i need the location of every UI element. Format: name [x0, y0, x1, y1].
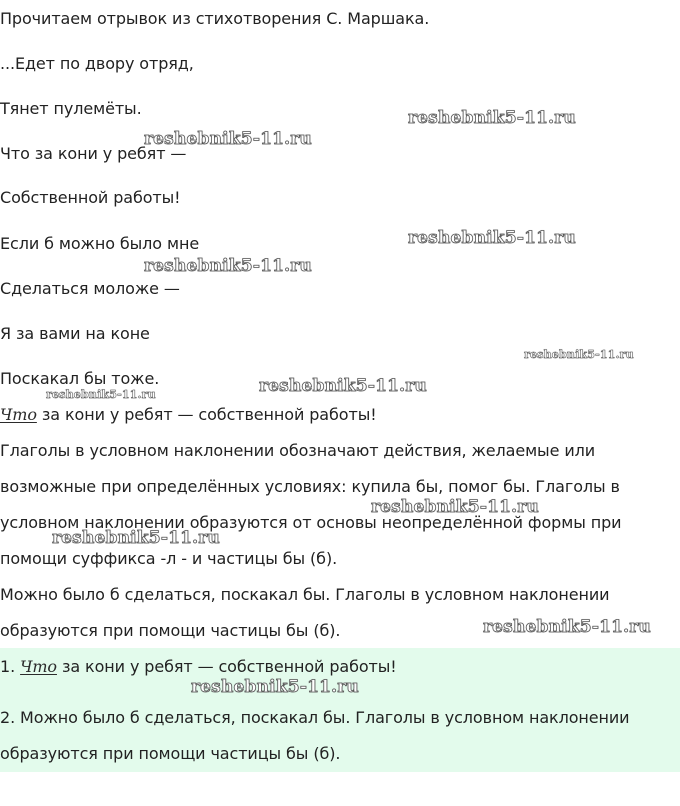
poem-line-2: Тянет пулемёты. [0, 99, 142, 118]
answer-item-1-number: 1. [0, 657, 16, 676]
poem-line-5: Если б можно было мне [0, 234, 200, 253]
watermark: reshebnik5-11.ru [524, 348, 634, 361]
handwritten-word: Что [0, 405, 37, 424]
explanation-line-2: возможные при определённых условиях: купила бы, помог бы. Глаголы в [0, 477, 620, 496]
watermark: reshebnik5-11.ru [191, 677, 359, 697]
watermark: reshebnik5-11.ru [52, 528, 220, 548]
watermark: reshebnik5-11.ru [46, 388, 156, 401]
answer-item-1-rest: за кони у ребят — собственной работы! [61, 657, 397, 676]
poem-line-1: ...Едет по двору отряд, [0, 54, 194, 73]
explanation-line-1: Глаголы в условном наклонении обозначают действия, желаемые или [0, 441, 596, 460]
watermark: reshebnik5-11.ru [259, 376, 427, 396]
watermark: reshebnik5-11.ru [483, 617, 651, 637]
explanation-line-4: помощи суффикса -л - и частицы бы (б). [0, 549, 338, 568]
poem-intro: Прочитаем отрывок из стихотворения С. Маршака. [0, 9, 430, 28]
watermark: reshebnik5-11.ru [371, 497, 539, 517]
watermark: reshebnik5-11.ru [144, 129, 312, 149]
sentence [0, 405, 377, 425]
answer-item-1 [0, 657, 397, 677]
watermark: reshebnik5-11.ru [144, 256, 312, 276]
watermark: reshebnik5-11.ru [408, 108, 576, 128]
poem-line-6: Сделаться моложе — [0, 279, 180, 298]
watermark: reshebnik5-11.ru [408, 228, 576, 248]
explanation-line-5: Можно было б сделаться, поскакал бы. Глаголы в условном наклонении [0, 585, 610, 604]
answer-item-2-line-1: 2. Можно было б сделаться, поскакал бы. Глаголы в условном наклонении [0, 708, 630, 727]
poem-line-4: Собственной работы! [0, 188, 181, 207]
explanation-line-3: условном наклонении образуются от основы неопределённой формы при [0, 513, 622, 532]
poem-line-8: Поскакал бы тоже. [0, 369, 160, 388]
answer-item-2-line-2: образуются при помощи частицы бы (б). [0, 744, 341, 763]
explanation-line-6: образуются при помощи частицы бы (б). [0, 621, 341, 640]
answer-handwritten-word: Что [20, 657, 57, 676]
poem-line-3: Что за кони у ребят — [0, 144, 187, 163]
poem-line-7: Я за вами на коне [0, 324, 150, 343]
sentence-rest: за кони у ребят — собственной работы! [41, 405, 377, 424]
